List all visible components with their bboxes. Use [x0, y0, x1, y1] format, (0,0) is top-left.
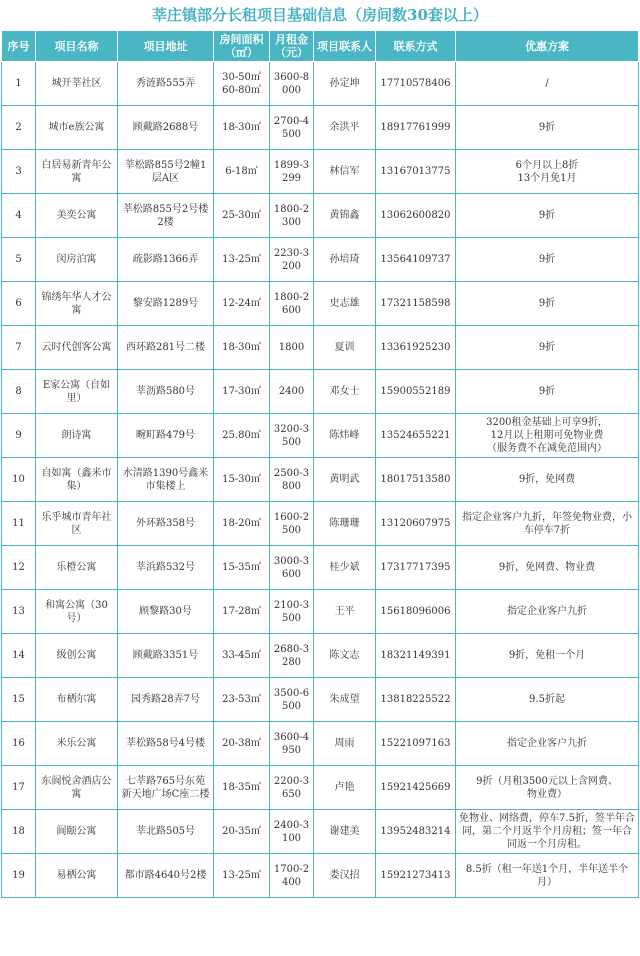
table-row — [2, 458, 639, 502]
table-row — [2, 194, 639, 238]
project-address: 外环路358号 — [118, 502, 214, 546]
contact-person: 余洪平 — [314, 106, 376, 150]
offer-plan: 9折 — [456, 238, 639, 282]
contact-person: 谢建美 — [314, 810, 376, 854]
project-address: 秀涟路555弄 — [118, 62, 214, 106]
table-row — [2, 590, 639, 634]
contact-phone: 13524655221 — [376, 414, 456, 458]
project-name: 云时代创客公寓 — [36, 326, 118, 370]
row-index: 5 — [2, 238, 36, 282]
monthly-rent: 1700-2400 — [270, 854, 314, 898]
table-row — [2, 370, 639, 414]
row-index: 16 — [2, 722, 36, 766]
monthly-rent: 2700-4500 — [270, 106, 314, 150]
monthly-rent: 2680-3280 — [270, 634, 314, 678]
project-address: 莘浜路532号 — [118, 546, 214, 590]
project-address: 水清路1390号鑫米市集楼上 — [118, 458, 214, 502]
project-name: 乐橙公寓 — [36, 546, 118, 590]
contact-person: 王平 — [314, 590, 376, 634]
col-header-phone: 联系方式 — [376, 31, 456, 62]
row-index: 1 — [2, 62, 36, 106]
room-area: 30-50㎡ 60-80㎡ — [214, 62, 270, 106]
contact-phone: 18321149391 — [376, 634, 456, 678]
offer-plan: 9折 — [456, 194, 639, 238]
offer-plan: 9折 — [456, 282, 639, 326]
col-header-index: 序号 — [2, 31, 36, 62]
project-name: 东阆悦舍酒店公寓 — [36, 766, 118, 810]
contact-person: 邓女士 — [314, 370, 376, 414]
project-name: 米乐公寓 — [36, 722, 118, 766]
contact-person: 黄锦鑫 — [314, 194, 376, 238]
project-address: 黎安路1289号 — [118, 282, 214, 326]
row-index: 2 — [2, 106, 36, 150]
offer-plan: 9折，免网费、物业费 — [456, 546, 639, 590]
table-header-row — [2, 31, 639, 62]
contact-person: 夏训 — [314, 326, 376, 370]
table-row — [2, 62, 639, 106]
project-name: 城开莘社区 — [36, 62, 118, 106]
table-row — [2, 106, 639, 150]
monthly-rent: 1899-3299 — [270, 150, 314, 194]
project-address: 疏影路1366弄 — [118, 238, 214, 282]
offer-plan: 9折 — [456, 106, 639, 150]
offer-plan: 9折，免网费 — [456, 458, 639, 502]
table-row — [2, 150, 639, 194]
contact-phone: 18917761999 — [376, 106, 456, 150]
col-header-offer: 优惠方案 — [456, 31, 639, 62]
col-header-name: 项目名称 — [36, 31, 118, 62]
room-area: 18-30㎡ — [214, 326, 270, 370]
room-area: 15-35㎡ — [214, 546, 270, 590]
table-row — [2, 678, 639, 722]
row-index: 18 — [2, 810, 36, 854]
monthly-rent: 3000-3600 — [270, 546, 314, 590]
project-address: 莘松路855号2幢1层A区 — [118, 150, 214, 194]
offer-plan: / — [456, 62, 639, 106]
room-area: 20-35㎡ — [214, 810, 270, 854]
room-area: 13-25㎡ — [214, 238, 270, 282]
offer-plan: 9折 — [456, 370, 639, 414]
contact-person: 孙定坤 — [314, 62, 376, 106]
table-row — [2, 414, 639, 458]
contact-person: 陈珊珊 — [314, 502, 376, 546]
project-name: 乐乎城市青年社区 — [36, 502, 118, 546]
project-address: 顾戴路2688号 — [118, 106, 214, 150]
contact-phone: 13818225522 — [376, 678, 456, 722]
table-row — [2, 722, 639, 766]
row-index: 13 — [2, 590, 36, 634]
project-address: 莘松路855号2号楼2楼 — [118, 194, 214, 238]
contact-phone: 15618096006 — [376, 590, 456, 634]
row-index: 3 — [2, 150, 36, 194]
contact-phone: 15221097163 — [376, 722, 456, 766]
project-name: 锦绣年华人才公寓 — [36, 282, 118, 326]
offer-plan: 8.5折（租一年送1个月，半年送半个月） — [456, 854, 639, 898]
table-row — [2, 810, 639, 854]
contact-person: 周雨 — [314, 722, 376, 766]
project-address: 西环路281号二楼 — [118, 326, 214, 370]
monthly-rent: 2400 — [270, 370, 314, 414]
row-index: 10 — [2, 458, 36, 502]
contact-person: 朱成望 — [314, 678, 376, 722]
page-title: 莘庄镇部分长租项目基础信息（房间数30套以上） — [152, 6, 488, 24]
room-area: 12-24㎡ — [214, 282, 270, 326]
project-name: 阆颐公寓 — [36, 810, 118, 854]
contact-person: 孙培琦 — [314, 238, 376, 282]
room-area: 25.80㎡ — [214, 414, 270, 458]
contact-phone: 13952483214 — [376, 810, 456, 854]
monthly-rent: 1800 — [270, 326, 314, 370]
contact-phone: 15921273413 — [376, 854, 456, 898]
room-area: 17-28㎡ — [214, 590, 270, 634]
monthly-rent: 3500-6500 — [270, 678, 314, 722]
row-index: 14 — [2, 634, 36, 678]
table-row — [2, 282, 639, 326]
contact-person: 林信军 — [314, 150, 376, 194]
col-header-area: 房间面积（㎡） — [214, 31, 270, 62]
row-index: 7 — [2, 326, 36, 370]
project-name: 城市e族公寓 — [36, 106, 118, 150]
project-address: 畹町路479号 — [118, 414, 214, 458]
project-address: 莘北路505号 — [118, 810, 214, 854]
row-index: 12 — [2, 546, 36, 590]
project-name: 白居易新青年公寓 — [36, 150, 118, 194]
monthly-rent: 2230-3200 — [270, 238, 314, 282]
monthly-rent: 2400-3100 — [270, 810, 314, 854]
offer-plan: 免物业、网络费，停车7.5折，签半年合同，第二个月返半个月房租；签一年合同返一个月房租。 — [456, 810, 639, 854]
room-area: 18-35㎡ — [214, 766, 270, 810]
row-index: 4 — [2, 194, 36, 238]
col-header-rent: 月租金（元） — [270, 31, 314, 62]
table-row — [2, 238, 639, 282]
monthly-rent: 1800-2300 — [270, 194, 314, 238]
room-area: 25-30㎡ — [214, 194, 270, 238]
room-area: 33-45㎡ — [214, 634, 270, 678]
offer-plan: 指定企业客户九折 — [456, 722, 639, 766]
contact-person: 史志雄 — [314, 282, 376, 326]
contact-phone: 18017513580 — [376, 458, 456, 502]
project-address: 都市路4640号2楼 — [118, 854, 214, 898]
room-area: 13-25㎡ — [214, 854, 270, 898]
row-index: 19 — [2, 854, 36, 898]
project-address: 园秀路28弄7号 — [118, 678, 214, 722]
room-area: 20-38㎡ — [214, 722, 270, 766]
contact-phone: 13564109737 — [376, 238, 456, 282]
project-address: 顾黎路30号 — [118, 590, 214, 634]
room-area: 18-30㎡ — [214, 106, 270, 150]
project-name: 美奕公寓 — [36, 194, 118, 238]
col-header-contact: 项目联系人 — [314, 31, 376, 62]
room-area: 17-30㎡ — [214, 370, 270, 414]
project-name: 级创公寓 — [36, 634, 118, 678]
monthly-rent: 2100-3500 — [270, 590, 314, 634]
rental-projects-table — [1, 30, 639, 898]
project-name: 闵房泊寓 — [36, 238, 118, 282]
contact-person: 陈文志 — [314, 634, 376, 678]
table-row — [2, 766, 639, 810]
contact-person: 黄明武 — [314, 458, 376, 502]
contact-phone: 17710578406 — [376, 62, 456, 106]
offer-plan: 9.5折起 — [456, 678, 639, 722]
project-name: 和寓公寓（30号） — [36, 590, 118, 634]
offer-plan: 指定企业客户九折 — [456, 590, 639, 634]
offer-plan: 9折，免租一个月 — [456, 634, 639, 678]
contact-phone: 13062600820 — [376, 194, 456, 238]
table-row — [2, 634, 639, 678]
room-area: 6-18㎡ — [214, 150, 270, 194]
contact-person: 娄汉招 — [314, 854, 376, 898]
offer-plan: 9折 — [456, 326, 639, 370]
contact-person: 卢艳 — [314, 766, 376, 810]
project-address: 顾戴路3351号 — [118, 634, 214, 678]
monthly-rent: 3600-4950 — [270, 722, 314, 766]
project-name: 朗诗寓 — [36, 414, 118, 458]
contact-person: 陈炜峰 — [314, 414, 376, 458]
contact-person: 桂少斌 — [314, 546, 376, 590]
contact-phone: 15900552189 — [376, 370, 456, 414]
row-index: 9 — [2, 414, 36, 458]
contact-phone: 17321158598 — [376, 282, 456, 326]
project-name: E家公寓（自如里） — [36, 370, 118, 414]
project-name: 易栖公寓 — [36, 854, 118, 898]
contact-phone: 13120607975 — [376, 502, 456, 546]
monthly-rent: 3600-8000 — [270, 62, 314, 106]
contact-phone: 17317717395 — [376, 546, 456, 590]
col-header-address: 项目地址 — [118, 31, 214, 62]
table-row — [2, 326, 639, 370]
monthly-rent: 1800-2600 — [270, 282, 314, 326]
offer-plan: 3200租金基础上可享9折， 12月以上租期可免物业费 （服务费不在减免范围内） — [456, 414, 639, 458]
contact-phone: 13167013775 — [376, 150, 456, 194]
offer-plan: 6个月以上8折 13个月免1月 — [456, 150, 639, 194]
offer-plan: 指定企业客户九折，年签免物业费，小车停车7折 — [456, 502, 639, 546]
monthly-rent: 2500-3800 — [270, 458, 314, 502]
table-row — [2, 854, 639, 898]
contact-phone: 15921425669 — [376, 766, 456, 810]
monthly-rent: 2200-3650 — [270, 766, 314, 810]
contact-phone: 13361925230 — [376, 326, 456, 370]
row-index: 6 — [2, 282, 36, 326]
project-name: 布栖尔寓 — [36, 678, 118, 722]
table-row — [2, 546, 639, 590]
table-row — [2, 502, 639, 546]
row-index: 17 — [2, 766, 36, 810]
project-address: 莘松路58号4号楼 — [118, 722, 214, 766]
room-area: 15-30㎡ — [214, 458, 270, 502]
monthly-rent: 3200-3500 — [270, 414, 314, 458]
monthly-rent: 1600-2500 — [270, 502, 314, 546]
project-address: 莘沥路580号 — [118, 370, 214, 414]
row-index: 8 — [2, 370, 36, 414]
row-index: 15 — [2, 678, 36, 722]
project-address: 七莘路765号东苑新天地广场C座二楼 — [118, 766, 214, 810]
room-area: 18-20㎡ — [214, 502, 270, 546]
offer-plan: 9折（月租3500元以上含网费、 物业费） — [456, 766, 639, 810]
table-body — [2, 62, 639, 898]
row-index: 11 — [2, 502, 36, 546]
project-name: 自如寓（鑫米市集） — [36, 458, 118, 502]
room-area: 23-53㎡ — [214, 678, 270, 722]
